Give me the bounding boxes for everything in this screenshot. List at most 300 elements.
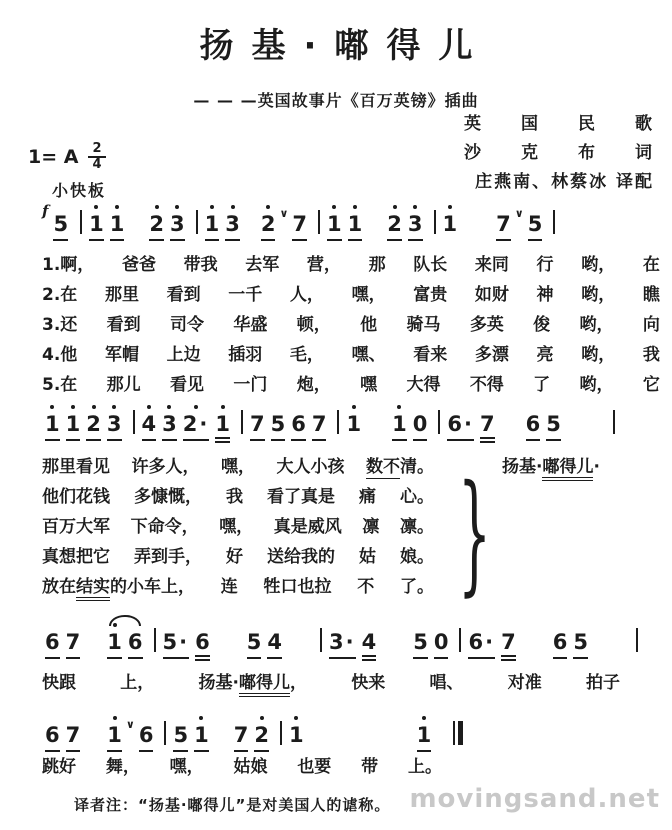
- note-number: 2: [149, 212, 164, 236]
- note: [170, 212, 185, 241]
- lyric-word: [132, 452, 200, 477]
- lyric-text: 亮: [536, 345, 554, 365]
- lyric-word: [352, 280, 386, 305]
- lyric-text: 炮，: [296, 375, 331, 395]
- barline: [280, 721, 282, 745]
- credit-line-translators: 庄燕南、林蔡冰 译配: [475, 172, 654, 192]
- lyric-word: [643, 250, 660, 275]
- note: [346, 412, 361, 436]
- lyric-word: [42, 512, 110, 537]
- breath-mark: ∨: [125, 718, 135, 731]
- note: [183, 412, 210, 441]
- lyric-text: 看到: [166, 285, 201, 305]
- barline: [553, 210, 555, 234]
- lyric-word: [267, 542, 335, 567]
- barline: [154, 628, 156, 652]
- lyric-text: 在: [642, 255, 660, 275]
- lyric-text: 那里看见: [42, 457, 110, 477]
- time-signature: [88, 142, 105, 173]
- lyric-word: [413, 280, 447, 305]
- note: [289, 723, 304, 747]
- lyric-text: 拍子: [585, 673, 620, 693]
- octave-dot: [94, 205, 98, 209]
- refrain-tag: [502, 452, 600, 477]
- lyric-text: 富贵: [413, 285, 448, 305]
- lyric-word: [199, 668, 307, 693]
- lyric-word: [120, 668, 154, 693]
- final-barline: [453, 721, 463, 745]
- note: [107, 630, 122, 659]
- lyric-text: 唱、: [429, 673, 464, 693]
- lyric-word: [170, 310, 204, 335]
- lyric-text: 嘟得儿: [239, 673, 290, 697]
- lyric-text: 不得: [469, 375, 504, 395]
- lyric-text: 许多人，: [131, 457, 200, 477]
- lyric-text: 了: [533, 375, 551, 395]
- verse-line-5: [42, 370, 660, 395]
- lyric-word: [581, 280, 615, 305]
- lyric-word: [42, 542, 110, 567]
- lyric-text: 心。: [400, 487, 434, 507]
- lyric-word: [537, 280, 554, 305]
- note-number: 1: [109, 212, 125, 236]
- lyric-word: [581, 340, 615, 365]
- lyric-word: [352, 340, 386, 365]
- note: [107, 723, 122, 752]
- key-signature: [28, 142, 106, 173]
- lyric-word: [362, 512, 379, 537]
- lyric-text: 4.他: [42, 345, 78, 365]
- lyric-text: 嘿，: [169, 757, 204, 777]
- credit-line-origin: 英 国 民 歌: [464, 114, 654, 134]
- translator-note: 译者注：“扬基·嘟得儿”是对美国人的谑称。: [74, 796, 391, 814]
- lyric-text: 百万大军: [42, 517, 110, 537]
- lyric-text: 5.在: [42, 375, 78, 395]
- lyric-word: [277, 452, 345, 477]
- octave-dot: [167, 405, 171, 409]
- lyric-text: 营，: [306, 255, 341, 275]
- note-number: 1: [194, 723, 209, 747]
- lyric-text: 嘿，: [219, 517, 254, 537]
- note-number: 1: [346, 412, 362, 436]
- lyric-text: 多慷慨，: [134, 487, 202, 507]
- note-number: 7: [496, 212, 511, 236]
- barline: [318, 210, 320, 234]
- lyric-text: 插羽: [228, 345, 263, 365]
- verse-line-2: [42, 280, 660, 305]
- watermark: movingsand.net: [409, 784, 660, 814]
- note-number: 2: [387, 212, 402, 236]
- note-number: 3: [328, 630, 344, 654]
- note: [408, 212, 423, 241]
- lyric-text: 去军: [245, 255, 280, 275]
- lyric-text: 我: [642, 345, 660, 365]
- lyric-text: 数不: [366, 457, 400, 477]
- lyric-line-3: [42, 668, 620, 693]
- lyric-word: [643, 310, 660, 335]
- note: [327, 212, 342, 241]
- lyric-text: 牲口也拉: [263, 577, 332, 597]
- meter-denominator: 4: [92, 157, 102, 173]
- note: [254, 723, 269, 752]
- lyric-word: [233, 752, 267, 777]
- lyric-text: 凛: [362, 517, 380, 537]
- lyric-text: 嘿，: [221, 457, 255, 477]
- note: [447, 412, 474, 441]
- music-line-3: [42, 628, 646, 668]
- note: [468, 630, 495, 659]
- lyric-word: [297, 310, 331, 335]
- lyric-text: 一门: [233, 375, 268, 395]
- lyric-text: 那: [368, 255, 386, 275]
- note: [362, 630, 377, 661]
- lyric-text: 看见: [170, 375, 205, 395]
- lyric-word: [643, 340, 660, 365]
- lyric-text: 嘿，: [351, 285, 386, 305]
- note: [86, 412, 101, 441]
- note: [528, 212, 543, 241]
- barline-thin: [453, 721, 455, 745]
- lyric-text: 看到: [106, 315, 141, 335]
- octave-dot: [397, 405, 401, 409]
- note-number: 7: [65, 723, 81, 747]
- lyric-text: 嘿、: [351, 345, 386, 365]
- octave-dot: [194, 405, 198, 409]
- octave-dot: [260, 716, 264, 720]
- barline: [613, 410, 615, 434]
- lyric-text: 娘。: [400, 547, 434, 567]
- lyric-word: [122, 250, 156, 275]
- credit-line-lyricist: 沙 克 布 词: [464, 143, 654, 163]
- lyric-word: [470, 310, 504, 335]
- barline-thick: [458, 721, 463, 745]
- note: [142, 412, 157, 441]
- lyric-word: [134, 542, 202, 567]
- note-number: 1: [288, 723, 304, 747]
- lyric-text: 的小车上，: [110, 577, 195, 597]
- note-number: 1: [416, 723, 432, 747]
- note-number: 6: [447, 412, 462, 436]
- lyric-word: [42, 668, 76, 693]
- note-number: 7: [501, 630, 516, 654]
- lyric-text: 也要: [297, 757, 332, 777]
- lyric-text: 带我: [183, 255, 218, 275]
- lyric-word: [226, 482, 243, 507]
- lyric-word: [228, 340, 262, 365]
- lyric-word: [413, 250, 447, 275]
- lyric-text: ，: [289, 673, 307, 693]
- lyric-word: [537, 340, 554, 365]
- note-number: 1: [107, 630, 122, 654]
- barline: [80, 210, 82, 234]
- lyric-text: 行: [536, 255, 554, 275]
- lyric-text: 爸爸: [121, 255, 156, 275]
- lyric-word: [131, 512, 199, 537]
- octave-dot: [353, 205, 357, 209]
- lyric-word: [105, 340, 139, 365]
- note: [66, 412, 81, 441]
- barline: [636, 628, 638, 652]
- lyric-word: [400, 512, 434, 537]
- note: [66, 723, 81, 752]
- lyric-word: [359, 542, 376, 567]
- note: [205, 212, 220, 241]
- octave-dot: [422, 716, 426, 720]
- lyric-word: [475, 280, 509, 305]
- note-number: 2: [254, 723, 269, 747]
- lyric-text: 连: [220, 577, 238, 597]
- lyric-word: [107, 310, 141, 335]
- lyric-word: [170, 752, 204, 777]
- augmentation-dot: ·: [179, 630, 188, 654]
- note-number: 7: [233, 723, 249, 747]
- lyric-word: [361, 752, 378, 777]
- note-number: 5: [246, 630, 262, 654]
- lyric-text: 上。: [407, 757, 442, 777]
- forte-marking: f: [42, 202, 49, 220]
- note: [553, 630, 568, 659]
- note: [247, 630, 262, 659]
- note-number: 3: [162, 412, 177, 436]
- lyric-word: [290, 280, 324, 305]
- lyric-word: [406, 310, 440, 335]
- note-number: 5: [527, 212, 543, 236]
- lyric-text: 大得: [406, 375, 441, 395]
- lyric-word: [221, 452, 255, 477]
- lyric-text: 哟，: [579, 315, 614, 335]
- octave-dot: [210, 205, 214, 209]
- octave-dot: [147, 405, 151, 409]
- lyric-line-4: [42, 752, 442, 777]
- barline: [337, 410, 339, 434]
- note-number: 0: [412, 412, 428, 436]
- lyric-text: 他们花钱: [42, 487, 110, 507]
- lyric-word: [297, 370, 331, 395]
- lyric-word: [359, 482, 376, 507]
- note: [546, 412, 561, 441]
- lyric-text: 多英: [469, 315, 504, 335]
- barline: [434, 210, 436, 234]
- note: [234, 723, 249, 752]
- note-number: 1: [442, 212, 458, 236]
- lyric-text: 多漂: [474, 345, 509, 365]
- note: [139, 723, 154, 752]
- lyric-text: 带: [361, 757, 379, 777]
- lyric-text: 嘿: [360, 375, 378, 395]
- lyric-text: 舞，: [105, 757, 140, 777]
- octave-dot: [112, 405, 116, 409]
- lyric-text: 快跟: [42, 673, 76, 693]
- note: [348, 212, 363, 241]
- lyric-word: [406, 370, 440, 395]
- verse-line-3: [42, 310, 660, 335]
- note-number: 2: [182, 412, 198, 436]
- lyric-word: [42, 572, 195, 597]
- lyric-word: [290, 340, 324, 365]
- note: [173, 723, 188, 752]
- verse-brace: }: [458, 460, 492, 610]
- lyric-word: [297, 752, 331, 777]
- lyric-word: [167, 340, 201, 365]
- note: [128, 630, 143, 659]
- note: [292, 212, 307, 241]
- lyric-word: [429, 668, 463, 693]
- lyric-text: 嘟得儿: [542, 457, 593, 481]
- note: [261, 212, 276, 241]
- note-number: 6: [552, 630, 568, 654]
- octave-dot: [113, 623, 117, 627]
- lyric-word: [360, 370, 377, 395]
- note-number: 1: [45, 412, 60, 436]
- note-number: 1: [107, 723, 122, 747]
- lyric-text: 清。: [400, 457, 434, 477]
- lyric-word: [586, 668, 620, 693]
- note-number: 6: [195, 630, 210, 654]
- octave-dot: [175, 205, 179, 209]
- lyric-word: [267, 482, 335, 507]
- breath-mark: ∨: [514, 207, 524, 220]
- continuation-line-3: [42, 512, 434, 537]
- barline: [196, 210, 198, 234]
- lyric-word: [537, 250, 554, 275]
- verse-line-1: [42, 250, 660, 275]
- note-number: 7: [65, 630, 81, 654]
- note: [107, 412, 122, 441]
- lyric-word: [508, 668, 542, 693]
- octave-dot: [115, 205, 119, 209]
- lyric-word: [106, 752, 140, 777]
- lyric-word: [233, 370, 267, 395]
- lyric-word: [219, 512, 253, 537]
- lyric-word: [580, 370, 614, 395]
- note-number: 1: [215, 412, 230, 436]
- octave-dot: [294, 716, 298, 720]
- lyric-word: [42, 452, 110, 477]
- octave-dot: [92, 405, 96, 409]
- lyric-text: 看来: [413, 345, 448, 365]
- note-number: 1: [65, 412, 81, 436]
- breath-mark: ∨: [279, 207, 289, 220]
- note-number: 6: [291, 412, 306, 436]
- note-number: 5: [573, 630, 588, 654]
- lyric-text: 华盛: [233, 315, 268, 335]
- lyric-text: 结实: [76, 577, 110, 601]
- note-number: 6: [45, 723, 60, 747]
- note-number: 3: [407, 212, 423, 236]
- note-number: 1: [89, 212, 104, 236]
- lyric-text: 看了真是: [267, 487, 335, 507]
- augmentation-dot: ·: [463, 412, 472, 436]
- note-number: 5: [270, 412, 286, 436]
- lyric-text: 哟，: [581, 345, 616, 365]
- octave-dot: [413, 205, 417, 209]
- barline: [241, 410, 243, 434]
- lyric-word: [475, 250, 509, 275]
- note-number: 1: [347, 212, 363, 236]
- note: [53, 212, 68, 241]
- lyric-word: [502, 457, 600, 481]
- note: [89, 212, 104, 241]
- lyric-word: [170, 370, 204, 395]
- augmentation-dot: ·: [199, 412, 208, 436]
- lyric-word: [228, 280, 262, 305]
- lyric-text: 3.还: [42, 315, 78, 335]
- lyric-text: 他: [360, 315, 378, 335]
- octave-dot: [332, 205, 336, 209]
- music-line-1: [42, 202, 563, 242]
- lyric-word: [167, 280, 201, 305]
- octave-dot: [113, 716, 117, 720]
- note: [250, 412, 265, 441]
- note-number: 6: [525, 412, 541, 436]
- lyric-text: 2.在: [42, 285, 78, 305]
- barline: [438, 410, 440, 434]
- lyric-word: [643, 280, 660, 305]
- note-number: 7: [311, 412, 327, 436]
- lyric-word: [580, 310, 614, 335]
- note: [329, 630, 356, 659]
- note: [215, 412, 230, 443]
- note: [163, 630, 190, 659]
- note-number: 2: [260, 212, 276, 236]
- lyric-text: 不: [357, 577, 375, 597]
- lyric-word: [107, 370, 141, 395]
- barline: [164, 721, 166, 745]
- note-number: 3: [106, 412, 122, 436]
- lyric-word: [226, 542, 243, 567]
- note-number: 4: [267, 630, 282, 654]
- octave-dot: [71, 405, 75, 409]
- lyric-text: 那里: [104, 285, 139, 305]
- note: [66, 630, 81, 659]
- lyric-text: 1.啊，: [42, 255, 95, 275]
- credits: [464, 110, 654, 197]
- lyric-text: 跳好: [42, 757, 76, 777]
- note-number: 6: [138, 723, 154, 747]
- augmentation-dot: ·: [345, 630, 354, 654]
- lyric-text: 来同: [474, 255, 509, 275]
- note: [501, 630, 516, 661]
- lyric-word: [42, 340, 77, 365]
- note: [291, 412, 306, 441]
- octave-dot: [199, 716, 203, 720]
- lyric-word: [233, 310, 267, 335]
- note-number: 5: [53, 212, 69, 236]
- lyric-word: [307, 250, 341, 275]
- note: [45, 630, 60, 659]
- note: [110, 212, 125, 241]
- octave-dot: [155, 205, 159, 209]
- lyric-text: 哟，: [581, 285, 616, 305]
- note: [45, 412, 60, 441]
- lyric-text: 瞧: [642, 285, 660, 305]
- continuation-line-1: [42, 452, 434, 477]
- lyric-text: 哟，: [581, 255, 616, 275]
- note-number: 1: [204, 212, 220, 236]
- lyric-word: [42, 280, 77, 305]
- lyric-word: [369, 250, 386, 275]
- lyric-word: [533, 370, 550, 395]
- lyric-text: 了。: [400, 577, 434, 597]
- lyric-word: [400, 572, 434, 597]
- lyric-text: 姑娘: [233, 757, 268, 777]
- lyric-text: 上边: [166, 345, 201, 365]
- lyric-text: 队长: [413, 255, 448, 275]
- note-number: 5: [162, 630, 178, 654]
- note: [149, 212, 164, 241]
- note: [413, 630, 428, 659]
- lyric-word: [581, 250, 615, 275]
